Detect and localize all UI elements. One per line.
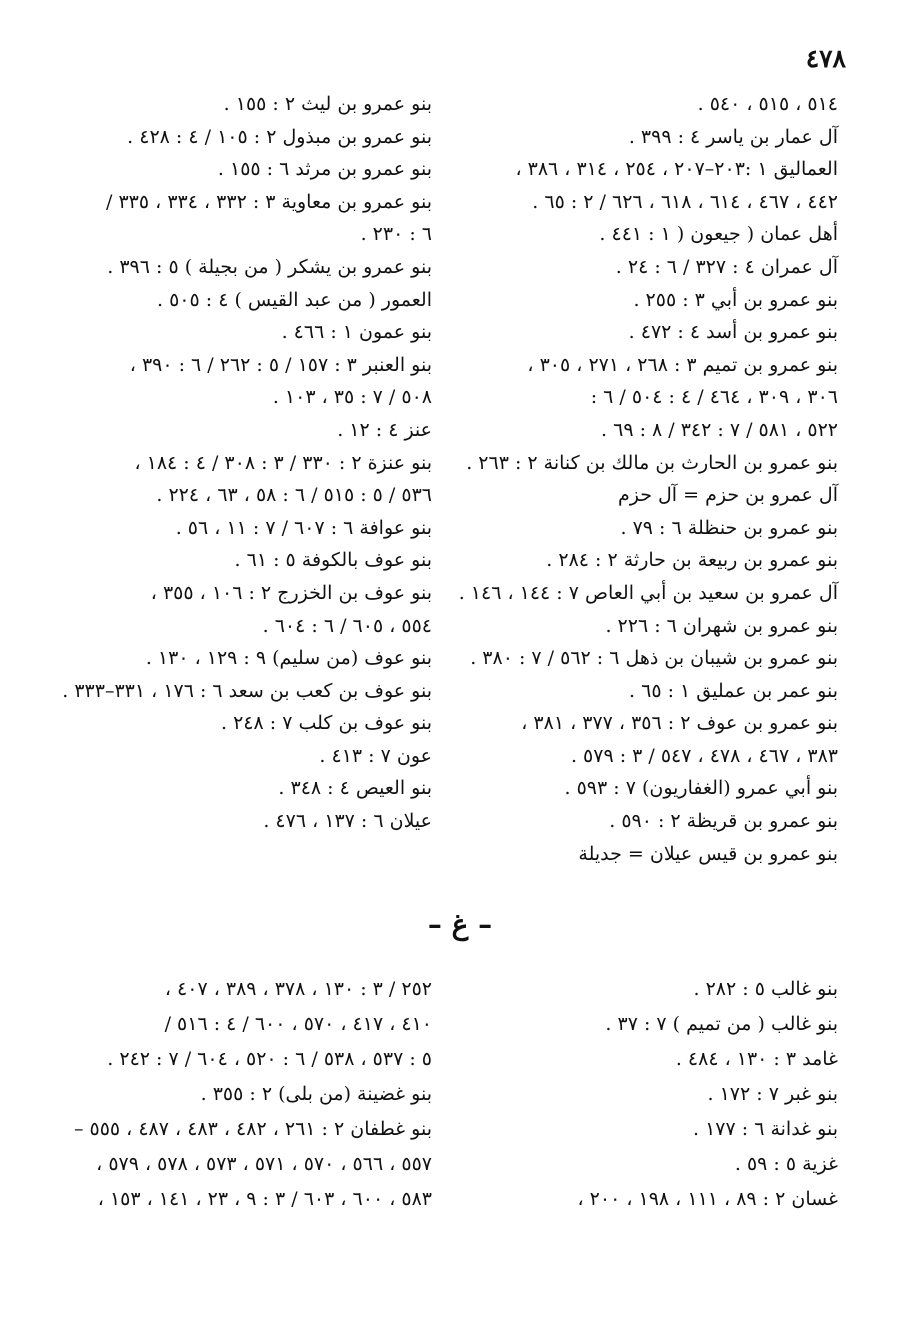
index-entry: بنو عوف بن كعب بن سعد ٦ : ١٧٦ ، ٣٣١–٣٣٣ . xyxy=(62,679,432,702)
index-entry: ٢٥٢ / ٣ : ١٣٠ ، ٣٧٨ ، ٣٨٩ ، ٤٠٧ ، xyxy=(164,978,432,1000)
index-entry: بنو غضينة (من بلى) ٢ : ٣٥٥ . xyxy=(200,1083,432,1105)
index-entry: بنو عمرو بن عوف ٢ : ٣٥٦ ، ٣٧٧ ، ٣٨١ ، xyxy=(521,712,838,735)
index-entry: أهل عمان ( جيعون ( ١ : ٤٤١ . xyxy=(599,223,838,246)
index-entry: بنو عمرو بن شيبان بن ذهل ٦ : ٥٦٢ / ٧ : ٣٨٠ . xyxy=(470,647,838,670)
index-entry: بنو غالب ( من تميم ) ٧ : ٣٧ . xyxy=(605,1013,838,1035)
index-entry: بنو عمرو بن مبذول ٢ : ١٠٥ / ٤ : ٤٢٨ . xyxy=(127,125,432,148)
index-entry: بنو العيص ٤ : ٣٤٨ . xyxy=(278,777,432,800)
index-entry: ٥١٤ ، ٥١٥ ، ٥٤٠ . xyxy=(697,93,838,115)
index-entry: بنو عمرو بن أبي ٣ : ٢٥٥ . xyxy=(633,288,838,311)
index-entry: ٤١٠ ، ٤١٧ ، ٥٧٠ ، ٦٠٠ / ٤ : ٥١٦ / xyxy=(164,1013,432,1035)
index-column-bottom-left xyxy=(32,972,432,1217)
index-entry: العماليق ١ :٢٠٣–٢٠٧ ، ٢٥٤ ، ٣١٤ ، ٣٨٦ ، xyxy=(515,158,838,181)
index-entry: بنو غدانة ٦ : ١٧٧ . xyxy=(692,1118,838,1140)
index-entry: آل عمران ٤ : ٣٢٧ / ٦ : ٢٤ . xyxy=(615,255,838,278)
index-entry: بنو عوف (من سليم) ٩ : ١٢٩ ، ١٣٠ . xyxy=(145,647,432,670)
index-column-top-left xyxy=(32,88,432,838)
index-entry: ٥٠٨ / ٧ : ٣٥ ، ١٠٣ . xyxy=(272,386,432,409)
index-entry: آل عمرو بن حزم = آل حزم xyxy=(617,484,838,507)
index-entry: بنو غبر ٧ : ١٧٢ . xyxy=(707,1083,838,1105)
index-entry: بنو غطفان ٢ : ٢٦١ ، ٤٨٢ ، ٤٨٣ ، ٤٨٧ ، ٥٥٥ – xyxy=(73,1118,432,1140)
index-entry: بنو عمر بن عمليق ١ : ٦٥ . xyxy=(629,679,838,702)
index-entry: غسان ٢ : ٨٩ ، ١١١ ، ١٩٨ ، ٢٠٠ ، xyxy=(577,1188,838,1210)
index-entry: بنو عمون ١ : ٤٦٦ . xyxy=(281,321,432,344)
index-entry: بنو غالب ٥ : ٢٨٢ . xyxy=(693,978,838,1000)
index-entry: بنو أبي عمرو (الغفاريون) ٧ : ٥٩٣ . xyxy=(564,777,838,800)
index-entry: ٥٥٧ ، ٥٦٦ ، ٥٧٠ ، ٥٧١ ، ٥٧٣ ، ٥٧٨ ، ٥٧٩ ، xyxy=(96,1153,432,1175)
index-entry: بنو العنبر ٣ : ١٥٧ / ٥ : ٢٦٢ / ٦ : ٣٩٠ ، xyxy=(129,353,432,376)
index-entry: بنو عمرو بن الحارث بن مالك بن كنانة ٢ : ٢٦٣ . xyxy=(466,451,838,474)
index-entry: بنو عمرو بن حنظلة ٦ : ٧٩ . xyxy=(620,516,838,539)
index-entry: بنو عمرو بن أسد ٤ : ٤٧٢ . xyxy=(628,321,838,344)
index-entry: ٥٨٣ ، ٦٠٠ ، ٦٠٣ / ٣ : ٩ ، ٢٣ ، ١٤١ ، ١٥٣ ، xyxy=(97,1188,432,1210)
index-entry: ٥٣٦ / ٥ : ٥١٥ / ٦ : ٥٨ ، ٦٣ ، ٢٢٤ . xyxy=(156,484,432,507)
index-entry: بنو عوف بن الخزرج ٢ : ١٠٦ ، ٣٥٥ ، xyxy=(150,581,432,604)
index-entry: ٤٤٢ ، ٤٦٧ ، ٦١٤ ، ٦١٨ ، ٦٢٦ / ٢ : ٦٥ . xyxy=(532,190,838,213)
index-entry: آل عمار بن ياسر ٤ : ٣٩٩ . xyxy=(628,125,838,148)
index-entry: عيلان ٦ : ١٣٧ ، ٤٧٦ . xyxy=(263,810,432,833)
index-entry: ٥٢٢ ، ٥٨١ / ٧ : ٣٤٢ / ٨ : ٦٩ . xyxy=(601,418,838,441)
index-entry: بنو عمرو بن يشكر ( من بجيلة ) ٥ : ٣٩٦ . xyxy=(107,255,432,278)
index-entry: غزية ٥ : ٥٩ . xyxy=(734,1153,838,1175)
index-entry: عون ٧ : ٤١٣ . xyxy=(319,744,432,767)
index-entry: العمور ( من عبد القيس ) ٤ : ٥٠٥ . xyxy=(156,288,432,311)
index-entry: عنز ٤ : ١٢ . xyxy=(337,418,432,441)
index-entry: ٣٠٦ ، ٣٠٩ ، ٤٦٤ / ٤ : ٥٠٤ / ٦ : xyxy=(590,386,838,409)
index-entry: بنو عمرو بن مرثد ٦ : ١٥٥ . xyxy=(217,158,432,181)
index-entry: بنو عمرو بن ربيعة بن حارثة ٢ : ٢٨٤ . xyxy=(546,549,838,572)
index-entry: بنو عوف بن كلب ٧ : ٢٤٨ . xyxy=(220,712,432,735)
index-entry: غامد ٣ : ١٣٠ ، ٤٨٤ . xyxy=(675,1048,838,1070)
index-entry: ٣٨٣ ، ٤٦٧ ، ٤٧٨ ، ٥٤٧ / ٣ : ٥٧٩ . xyxy=(570,744,838,767)
index-entry: ٥٥٤ ، ٦٠٥ / ٦ : ٦٠٤ . xyxy=(262,614,432,637)
page-number: ٤٧٨ xyxy=(805,44,846,73)
index-entry: بنو عمرو بن ليث ٢ : ١٥٥ . xyxy=(223,93,432,115)
index-column-top-right xyxy=(443,88,838,870)
index-entry: آل عمرو بن سعيد بن أبي العاص ٧ : ١٤٤ ، ١٤٦ . xyxy=(458,581,838,604)
index-column-bottom-right xyxy=(458,972,838,1217)
index-entry: ٥ : ٥٣٧ ، ٥٣٨ / ٦ : ٥٢٠ ، ٦٠٤ / ٧ : ٢٤٢ . xyxy=(107,1048,432,1070)
index-entry: بنو عوف بالكوفة ٥ : ٦١ . xyxy=(234,549,432,572)
index-entry: بنو عمرو بن شهران ٦ : ٢٢٦ . xyxy=(605,614,838,637)
index-entry: ٦ : ٢٣٠ . xyxy=(360,223,432,246)
letter-section-heading: – غ – xyxy=(427,908,493,941)
index-entry: بنو عمرو بن تميم ٣ : ٢٦٨ ، ٢٧١ ، ٣٠٥ ، xyxy=(527,353,838,376)
index-entry: بنو عمرو بن معاوية ٣ : ٣٣٢ ، ٣٣٤ ، ٣٣٥ / xyxy=(106,190,432,213)
index-entry: بنو عوافة ٦ : ٦٠٧ / ٧ : ١١ ، ٥٦ . xyxy=(175,516,432,539)
index-entry: بنو عمرو بن قيس عيلان = جديلة xyxy=(578,842,838,865)
index-entry: بنو عنزة ٢ : ٣٣٠ / ٣ : ٣٠٨ / ٤ : ١٨٤ ، xyxy=(134,451,432,474)
index-entry: بنو عمرو بن قريظة ٢ : ٥٩٠ . xyxy=(609,810,838,833)
